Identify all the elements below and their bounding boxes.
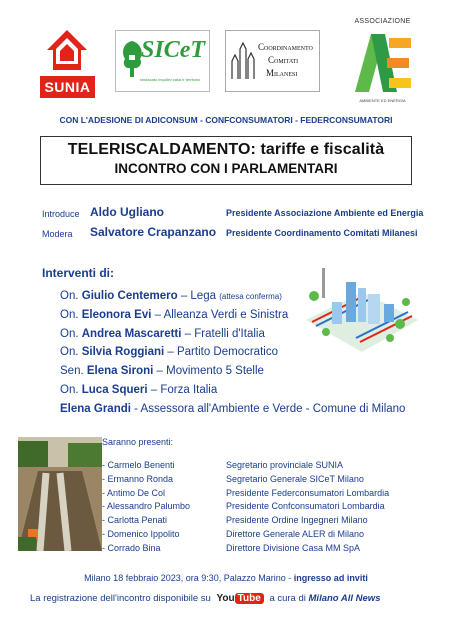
speaker-prefix: On. (60, 290, 79, 302)
event-invite-note: ingresso ad inviti (293, 573, 368, 583)
presenti-role: Segretario Generale SICeT Milano (226, 473, 364, 484)
presenti-list (102, 460, 422, 557)
speaker-name: Elena Grandi (60, 402, 131, 415)
ccm-line-3: Milanesi (266, 68, 298, 78)
speaker-item (60, 402, 406, 422)
speaker-name: Giulio Centemero (81, 290, 178, 302)
sicet-name: SICeT (141, 37, 206, 63)
registration-line (30, 593, 430, 604)
presenti-name: - Carmelo Benenti (102, 460, 175, 470)
house-icon (45, 28, 89, 72)
speaker-party: – Lega (180, 290, 216, 302)
ambiente-energia-logo (345, 18, 420, 108)
speaker-name: Silvia Roggiani (81, 346, 165, 359)
ccm-name (258, 41, 313, 80)
presenti-item (102, 543, 422, 557)
assoc-heading: ASSOCIAZIONE (354, 18, 411, 25)
role-title: Presidente Associazione Ambiente ed Energia (226, 208, 424, 218)
pipeline-photo (18, 437, 102, 551)
speaker-party: – Partito Democratico (167, 346, 278, 359)
speaker-item (60, 365, 400, 384)
sicet-logo (115, 30, 210, 92)
speaker-party: – Fratelli d'Italia (184, 327, 265, 340)
presenti-role: Segretario provinciale SUNIA (226, 460, 344, 470)
logo-bar (40, 18, 420, 108)
speaker-name: Elena Sironi (86, 365, 154, 378)
presenti-role: Presidente Ordine Ingegneri Milano (226, 515, 368, 526)
credit-prefix: a cura di (269, 593, 306, 605)
sunia-logo (40, 28, 95, 103)
speaker-party: - Assessora all'Ambiente e Verde - Comune di Milano (134, 402, 406, 415)
adesione-line: CON L'ADESIONE DI ADICONSUM - CONFCONSUMATORI - FEDERCONSUMATORI (59, 115, 393, 125)
role-label: Modera (42, 229, 73, 239)
presenti-item (102, 501, 422, 515)
credit-name: Milano All News (308, 593, 381, 605)
speaker-prefix: On. (60, 383, 79, 396)
speaker-prefix: Sen. (60, 365, 84, 378)
event-info: Milano 18 febbraio 2023, ora 9:30, Palazzo Marino - (84, 573, 294, 583)
presenti-item (102, 474, 422, 488)
speaker-prefix: On. (60, 346, 79, 359)
presenti-item (102, 515, 422, 529)
presenti-role: Direttore Generale ALER di Milano (226, 528, 365, 539)
speaker-party: – Movimento 5 Stelle (156, 365, 264, 378)
event-details (0, 573, 452, 583)
presenti-name: - Antimo De Col (102, 487, 166, 498)
presenti-role: Presidente Federconsumatori Lombardia (226, 487, 390, 498)
registration-text: La registrazione dell'incontro disponibile su (30, 593, 211, 605)
page-title: TELERISCALDAMENTO: tariffe e fiscalità (67, 141, 385, 158)
sicet-subtitle: sindacato inquilini casa e territorio (140, 77, 201, 82)
presenti-name: - Alessandro Palumbo (102, 501, 191, 512)
speaker-item (60, 384, 400, 403)
presenti-role: Presidente Confconsumatori Lombardia (226, 501, 385, 512)
role-person: Salvatore Crapanzano (90, 225, 217, 239)
youtube-tube: Tube (235, 593, 264, 604)
role-row-introduce (42, 205, 432, 221)
speaker-party: – Alleanza Verdi e Sinistra (154, 308, 289, 321)
speaker-prefix: On. (60, 327, 79, 340)
youtube-you: You (216, 593, 235, 604)
presenti-name: - Domenico Ippolito (102, 528, 180, 539)
presenti-name: - Corrado Bina (102, 542, 161, 553)
presenti-name: - Carlotta Penati (102, 515, 168, 526)
ae-mark-icon (353, 30, 413, 96)
speaker-prefix: On. (60, 308, 79, 321)
presenti-item (102, 529, 422, 543)
assoc-subtitle: AMBIENTE ED ENERGIA (359, 98, 406, 103)
speaker-name: Eleonora Evi (81, 308, 152, 321)
presenti-role: Direttore Divisione Casa MM SpA (226, 542, 361, 553)
presenti-item (102, 488, 422, 502)
ccm-line-2: Comitati (268, 55, 299, 65)
presenti-item (102, 460, 422, 474)
page-subtitle: INCONTRO CON I PARLAMENTARI (114, 161, 338, 176)
speaker-note: (attesa conferma) (219, 292, 282, 301)
interventi-heading: Interventi di: (42, 266, 115, 280)
ccm-logo (225, 30, 320, 92)
role-label: Introduce (42, 209, 80, 219)
speaker-name: Luca Squeri (81, 383, 148, 396)
sunia-text: SUNIA (40, 76, 95, 98)
speaker-name: Andrea Mascaretti (81, 327, 182, 340)
ccm-line-1: Coordinamento (258, 42, 313, 52)
skyline-icon (230, 41, 256, 81)
role-person: Aldo Ugliano (90, 205, 164, 219)
title-box (40, 136, 412, 185)
district-heating-illustration (302, 262, 420, 362)
youtube-logo[interactable] (216, 593, 263, 604)
presenti-heading: Saranno presenti: (102, 437, 174, 447)
speaker-party: – Forza Italia (150, 383, 218, 396)
role-title: Presidente Coordinamento Comitati Milanesi (226, 228, 418, 238)
role-row-modera (42, 225, 432, 241)
presenti-name: - Ermanno Ronda (102, 473, 174, 484)
